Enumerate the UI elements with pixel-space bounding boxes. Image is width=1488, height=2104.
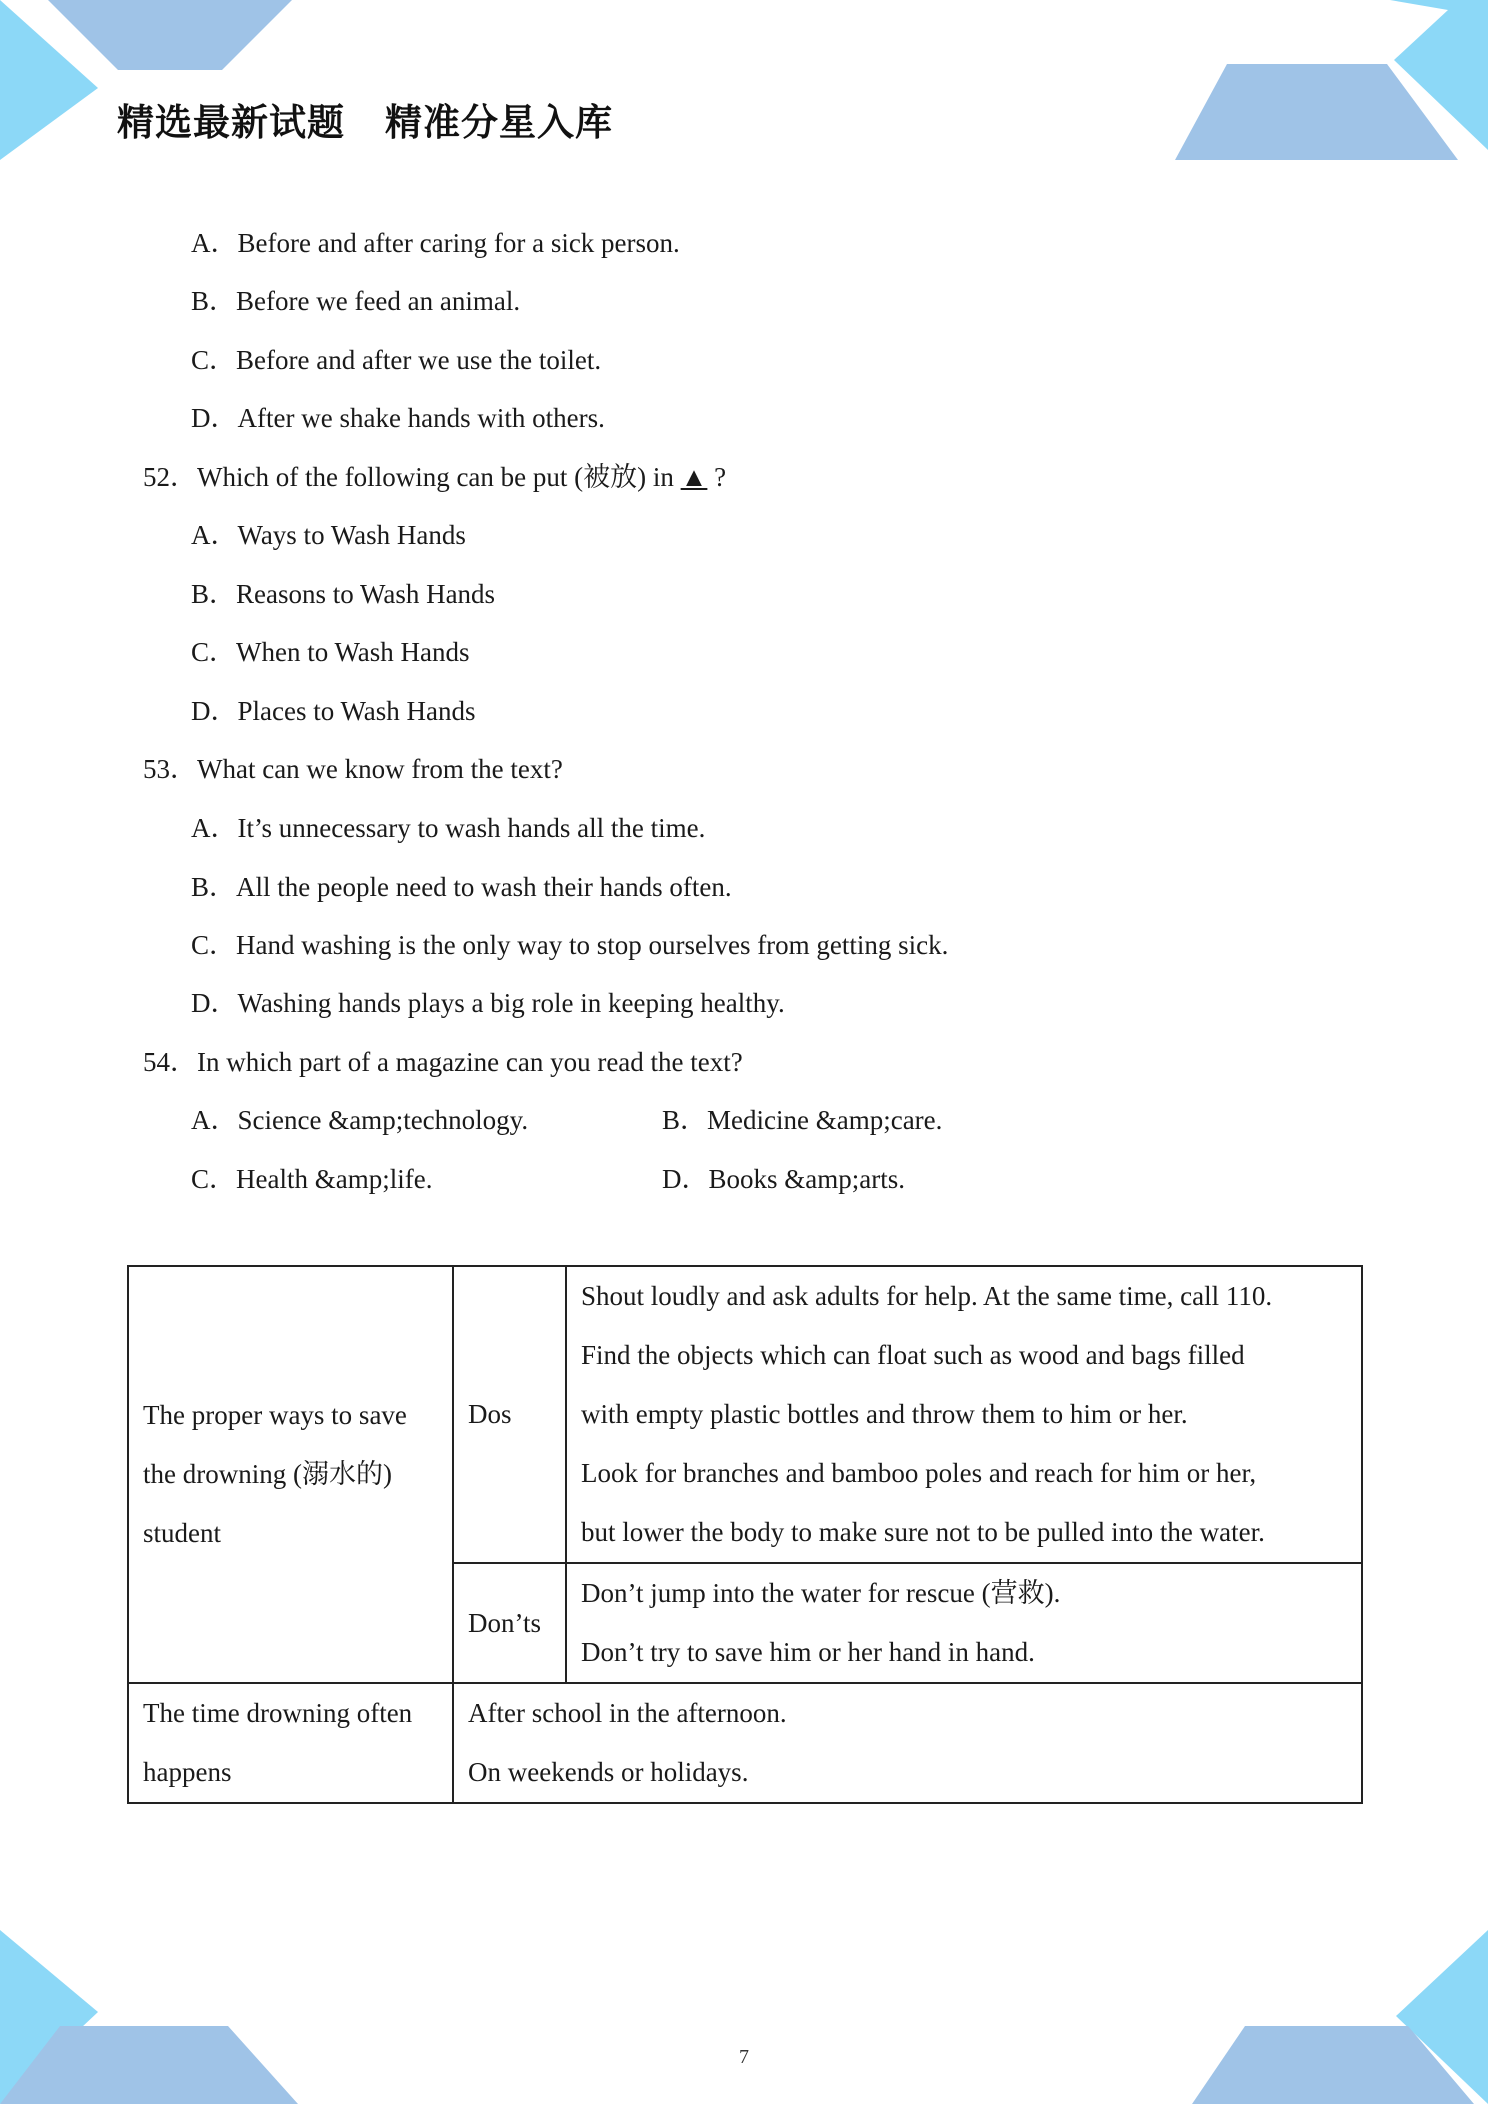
q53-option-a: A．It’s unnecessary to wash hands all the time. [191,813,706,843]
q54-option-a: A．Science &amp;technology. [191,1105,529,1135]
bottom-left-decoration [0,1930,320,2104]
table-row [128,1683,1362,1803]
dos-label: Dos [468,1399,512,1429]
q52-stem [143,459,726,495]
q52-option-c: C．When to Wash Hands [191,637,470,667]
time-label: The time drowning often happens [143,1698,413,1787]
q53-option-b: B．All the people need to wash their hands often. [191,872,732,902]
bottom-right-decoration [1168,1930,1488,2104]
donts-content-cell [566,1563,1362,1683]
ways-label: The proper ways to save the drowning (溺水的) student [143,1400,407,1548]
q52-option-a: A．Ways to Wash Hands [191,520,466,550]
ways-label-cell [128,1266,453,1683]
dos-line-5: but lower the body to make sure not to be pulled into the water. [581,1517,1265,1547]
time-content-cell [453,1683,1362,1803]
q54-stem: 54．In which part of a magazine can you read the text? [143,1047,743,1077]
donts-line-2: Don’t try to save him or her hand in hand. [581,1637,1035,1667]
table-row [128,1266,1362,1563]
page-number: 7 [739,2046,749,2068]
q54-option-d: D．Books &amp;arts. [662,1164,905,1194]
q52-stem-text: 52．Which of the following can be put (被放) in [143,462,681,492]
top-right-decoration [1160,0,1488,170]
dos-line-3: with empty plastic bottles and throw them to him or her. [581,1399,1188,1429]
time-line-1: After school in the afternoon. [468,1698,787,1728]
time-label-cell [128,1683,453,1803]
q51-option-c: C．Before and after we use the toilet. [191,345,602,375]
header-title [117,92,613,146]
q51-option-d: D．After we shake hands with others. [191,403,605,433]
q54-option-b: B．Medicine &amp;care. [662,1105,943,1135]
dos-line-4: Look for branches and bamboo poles and reach for him or her, [581,1458,1257,1488]
q52-option-d: D．Places to Wash Hands [191,696,476,726]
q52-stem-end: ? [707,462,727,492]
header-title-right: 精准分星入库 [385,101,613,144]
header-title-left: 精选最新试题 [117,101,345,144]
q51-option-b: B．Before we feed an animal. [191,286,521,316]
time-line-2: On weekends or holidays. [468,1757,749,1787]
dos-content-cell [566,1266,1362,1563]
dos-label-cell [453,1266,566,1563]
q53-option-c: C．Hand washing is the only way to stop ourselves from getting sick. [191,930,949,960]
drowning-info-table [127,1265,1363,1804]
q53-stem: 53．What can we know from the text? [143,754,563,784]
q53-option-d: D．Washing hands plays a big role in keeping healthy. [191,988,785,1018]
blank-marker: ▲ [680,462,708,492]
donts-label: Don’ts [468,1607,542,1638]
dos-line-1: Shout loudly and ask adults for help. At the same time, call 110. [581,1281,1273,1311]
q54-option-c: C．Health &amp;life. [191,1164,433,1194]
dos-line-2: Find the objects which can float such as wood and bags filled [581,1340,1245,1370]
donts-line-1: Don’t jump into the water for rescue (营救). [581,1578,1061,1608]
q51-option-a: A．Before and after caring for a sick person. [191,228,680,258]
donts-label-cell [453,1563,566,1683]
q52-option-b: B．Reasons to Wash Hands [191,579,496,609]
